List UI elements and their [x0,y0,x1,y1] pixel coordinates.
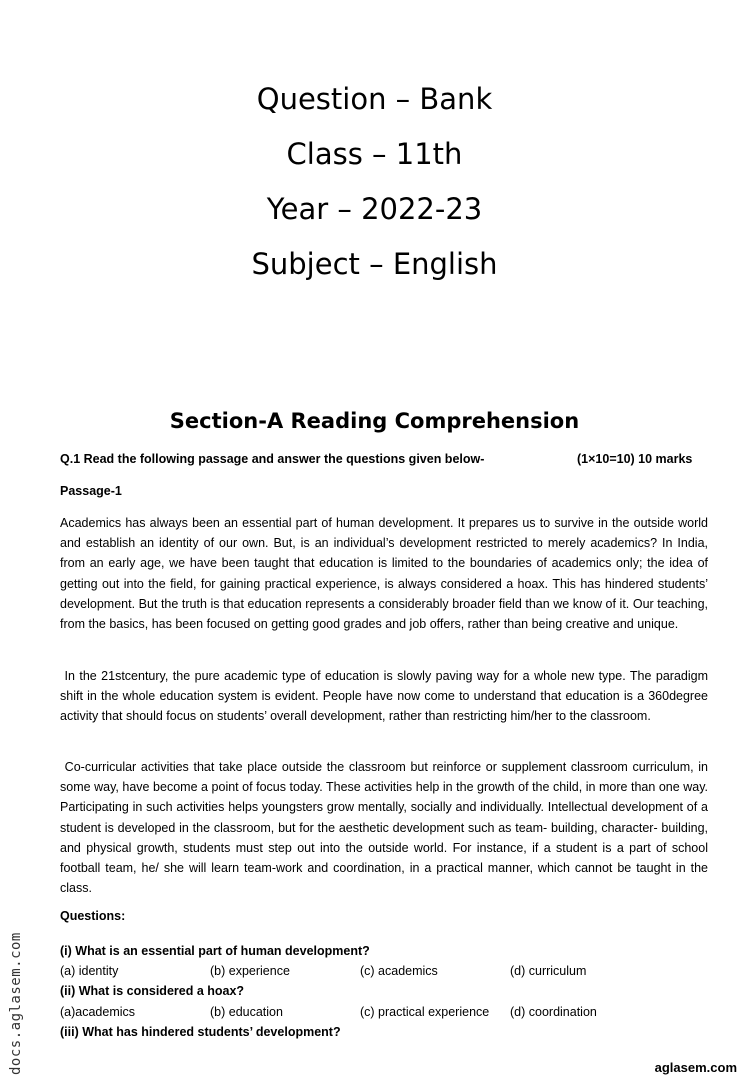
option-row [60,961,710,981]
option-item: (c) practical experience [360,1004,490,1019]
footer-brand: aglasem.com [654,1060,737,1075]
questions-label: Questions: [60,909,126,923]
question-marks: (1×10=10) 10 marks [577,452,693,466]
option-item: (a)academics [60,1004,136,1019]
option-item: (d) coordination [510,1004,597,1019]
option-item: (b) education [210,1004,283,1019]
doc-title-subject: Subject – English [251,247,498,281]
side-watermark: docs.aglasem.com [8,932,24,1075]
passage-label: Passage-1 [60,484,122,498]
doc-title-line1: Question – Bank [256,82,493,116]
option-row [60,1002,710,1022]
question-instruction [60,452,710,466]
question-list [60,941,710,1042]
doc-title-class: Class – 11th [286,137,463,171]
option-item: (d) curriculum [510,964,587,979]
passage-paragraph: Co-curricular activities that take place outside the classroom but reinforce or supplement classroom curriculum, in some way, have become a point of focus today. These activities help in the growth of the child, in more than one way. Participating in such activities helps youngsters grow mentally, socially and individually. Intellectual development of a student is developed in the classroom, but for the aesthetic development such as team- building, character- building, and physical growth, students must step out into the outside world. For instance, if a student is a part of school football team, he/ she will learn team-work and coordination, in a practical manner, which cannot be taught in the class. [60,760,712,896]
question-stem: (i) What is an essential part of human development? [60,944,370,958]
question-text: Q.1 Read the following passage and answer the questions given below- [60,452,485,466]
question-stem: (iii) What has hindered students’ development? [60,1024,341,1039]
question-stem: (ii) What is considered a hoax? [60,984,245,999]
passage-paragraph: In the 21stcentury, the pure academic type of education is slowly paving way for a whole new type. The paradigm shift in the whole education system is evident. People have now come to understand that education is a 360degree activity that should focus on students’ overall development, rather than restricting him/her to the classroom. [60,669,712,724]
option-item: (c) academics [360,964,438,979]
option-item: (b) experience [210,964,290,979]
option-item: (a) identity [60,964,119,979]
passage-paragraph: Academics has always been an essential part of human development. It prepares us to survive in the outside world and establish an identity of our own. But, is an individual’s development restricted to merely academics? In India, from an early age, we have been taught that education is limited to the boundaries of academics only; the idea of getting out into the field, for gaining practical experience, is always considered a hoax. This has hindered students’ development. But the truth is that education represents a considerably broader field than we know of it. Our teaching, from the basics, has been focused on getting good grades and job offers, rather than being creative and unique. [60,516,708,632]
section-heading: Section-A Reading Comprehension [169,409,580,433]
doc-title-year: Year – 2022-23 [266,192,483,226]
